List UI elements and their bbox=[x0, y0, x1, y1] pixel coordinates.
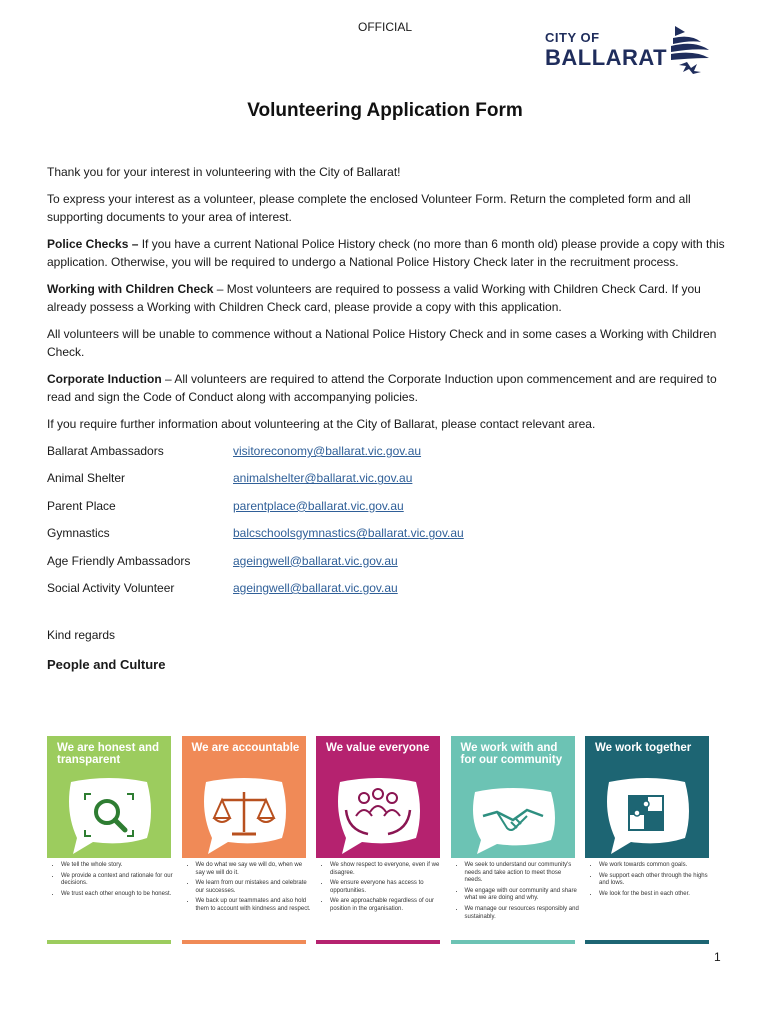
page-number: 1 bbox=[714, 950, 721, 964]
contact-row bbox=[47, 469, 727, 496]
contact-email-link[interactable]: balcschoolsgymnastics@ballarat.vic.gov.au bbox=[233, 526, 464, 541]
value-title: We are accountable bbox=[191, 742, 300, 754]
value-card-accountable bbox=[182, 736, 311, 944]
signoff-department: People and Culture bbox=[47, 657, 166, 673]
classification-label: OFFICIAL bbox=[357, 20, 412, 34]
page-title: Volunteering Application Form bbox=[247, 100, 523, 121]
contact-row bbox=[47, 579, 727, 606]
value-point: • We tell the whole story. bbox=[61, 862, 177, 870]
puzzle-icon bbox=[601, 776, 693, 854]
value-point: • We support each other through the highs and lows. bbox=[599, 873, 715, 888]
contact-area: Ballarat Ambassadors bbox=[47, 444, 164, 458]
contact-area: Social Activity Volunteer bbox=[47, 580, 175, 595]
value-points bbox=[457, 862, 581, 924]
wwc-paragraph bbox=[47, 280, 727, 316]
wwc-text: – Most volunteers are required to possess a valid Working with Children Check Card. If you already possess a Working with Children Check card, please provide a copy with this application. bbox=[47, 282, 701, 314]
contact-row bbox=[47, 524, 727, 551]
value-card-everyone bbox=[316, 736, 440, 944]
value-point: • We ensure everyone has access to opportunities. bbox=[330, 880, 446, 895]
value-point: • We trust each other enough to be honest. bbox=[61, 891, 177, 899]
magnifier-icon bbox=[63, 776, 155, 854]
value-point: • We look for the best in each other. bbox=[599, 891, 715, 899]
value-points bbox=[591, 862, 715, 901]
value-card-together bbox=[585, 736, 709, 944]
contact-email-link[interactable]: ageingwell@ballarat.vic.gov.au bbox=[233, 553, 398, 568]
wwc-label: Working with Children Check bbox=[47, 282, 214, 296]
handshake-icon bbox=[467, 776, 559, 854]
police-check-label: Police Checks – bbox=[47, 237, 142, 251]
value-card-bar bbox=[585, 940, 709, 944]
express-paragraph: To express your interest as a volunteer, please complete the enclosed Volunteer Form. Return the completed form and all supporting documents to your area of interest. bbox=[47, 192, 691, 224]
value-point: • We show respect to everyone, even if we disagree. bbox=[330, 862, 446, 877]
logo-city-text: CITY OF bbox=[545, 30, 600, 45]
logo-emblem-icon bbox=[661, 24, 713, 74]
police-check-paragraph bbox=[47, 235, 727, 271]
value-point: • We work towards common goals. bbox=[599, 862, 715, 870]
contact-row bbox=[47, 497, 727, 524]
kind-regards: Kind regards bbox=[47, 628, 116, 643]
contact-email-link[interactable]: parentplace@ballarat.vic.gov.au bbox=[233, 498, 404, 513]
value-card-honest bbox=[47, 736, 171, 944]
thanks-paragraph: Thank you for your interest in volunteering with the City of Ballarat! bbox=[47, 165, 401, 179]
police-check-text: If you have a current National Police History check (no more than 6 month old) please provide a copy with this application. Otherwise, you will be required to undergo a National Police History Check later in the recruitment process. bbox=[47, 237, 725, 269]
value-points bbox=[53, 862, 177, 901]
contact-email-link[interactable]: visitoreconomy@ballarat.vic.gov.au bbox=[233, 444, 422, 458]
value-card-bar bbox=[182, 940, 306, 944]
induction-label: Corporate Induction bbox=[47, 372, 162, 386]
letter-body bbox=[47, 163, 727, 674]
value-card-community bbox=[451, 736, 579, 944]
value-point: • We engage with our community and share what we are doing and why. bbox=[465, 888, 581, 903]
contact-area: Animal Shelter bbox=[47, 471, 126, 486]
contact-area: Age Friendly Ambassadors bbox=[47, 553, 191, 568]
value-point: • We do what we say we will do, when we say we will do it. bbox=[196, 862, 312, 877]
value-point: • We manage our resources responsibly and sustainably. bbox=[465, 906, 581, 921]
value-card-bar bbox=[451, 940, 575, 944]
people-hands-icon bbox=[332, 776, 424, 854]
value-points bbox=[188, 862, 312, 917]
value-title: We work with and for our community bbox=[460, 742, 563, 766]
induction-text: – All volunteers are required to attend the Corporate Induction upon commencement and are required to read and sign the Code of Conduct along with accompanying policies. bbox=[47, 372, 717, 404]
city-of-ballarat-logo bbox=[545, 24, 715, 76]
value-point: • We provide a context and rationale for our decisions. bbox=[61, 873, 177, 888]
value-card-bar bbox=[316, 940, 440, 944]
value-title: We work together bbox=[595, 742, 692, 754]
further-info-paragraph: If you require further information about volunteering at the City of Ballarat, please contact relevant area. bbox=[47, 417, 596, 431]
contact-list bbox=[47, 442, 727, 606]
value-point: • We are approachable regardless of our position in the organisation. bbox=[330, 898, 446, 913]
value-title: We are honest and transparent bbox=[57, 742, 160, 766]
contact-email-link[interactable]: ageingwell@ballarat.vic.gov.au bbox=[233, 580, 398, 595]
contact-row bbox=[47, 442, 727, 469]
scales-icon bbox=[198, 776, 290, 854]
commence-paragraph: All volunteers will be unable to commence without a National Police History Check and in some cases a Working with Children Check. bbox=[47, 327, 717, 359]
logo-ballarat-text: BALLARAT bbox=[545, 45, 668, 70]
contact-row bbox=[47, 552, 727, 579]
value-card-bar bbox=[47, 940, 171, 944]
value-point: • We back up our teammates and also hold them to account with kindness and respect. bbox=[196, 898, 312, 913]
contact-area: Parent Place bbox=[47, 498, 116, 513]
contact-area: Gymnastics bbox=[47, 526, 110, 541]
contact-email-link[interactable]: animalshelter@ballarat.vic.gov.au bbox=[233, 471, 413, 486]
induction-paragraph bbox=[47, 370, 727, 406]
value-title: We value everyone bbox=[326, 742, 430, 754]
values-banner bbox=[47, 736, 709, 944]
value-point: • We seek to understand our community's needs and take action to meet those needs. bbox=[465, 862, 581, 885]
value-points bbox=[322, 862, 446, 917]
value-point: • We learn from our mistakes and celebrate our successes. bbox=[196, 880, 312, 895]
